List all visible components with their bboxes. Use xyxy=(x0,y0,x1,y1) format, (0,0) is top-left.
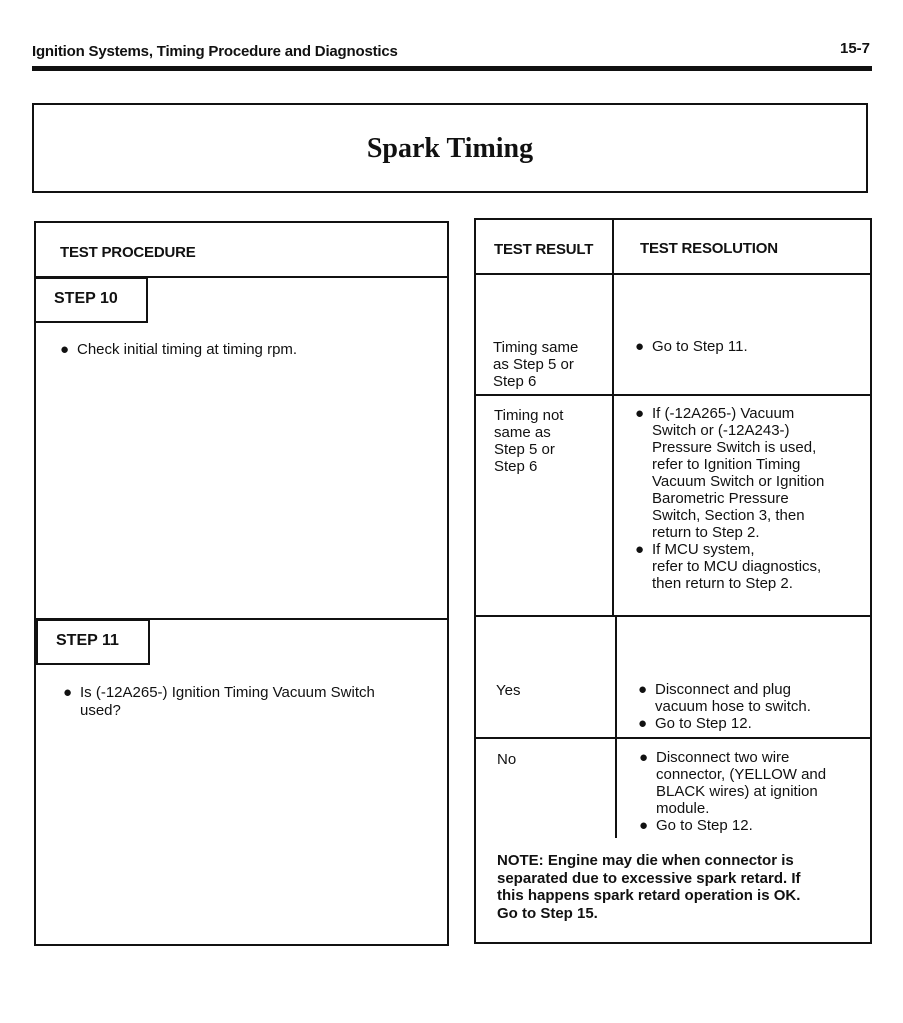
header-rule xyxy=(32,66,872,71)
divider xyxy=(476,737,872,739)
test-procedure-panel xyxy=(34,221,449,946)
bullet-icon: ● xyxy=(638,715,648,732)
step-10-procedure xyxy=(60,341,430,359)
bullet-icon: ● xyxy=(635,541,645,558)
bullet-icon: ● xyxy=(638,681,648,698)
procedure-text: Check initial timing at timing rpm. xyxy=(77,341,298,358)
test-resolution-header: TEST RESOLUTION xyxy=(640,240,778,257)
bullet-icon: ● xyxy=(639,749,649,766)
page-number: 15-7 xyxy=(840,40,871,57)
resolution-cell: ● Disconnect and plug vacuum hose to switch. ● Go to Step 12. xyxy=(638,681,811,732)
result-cell: Yes xyxy=(496,682,521,699)
test-procedure-header: TEST PROCEDURE xyxy=(60,244,196,261)
resolution-cell: ● Go to Step 11. xyxy=(635,338,748,355)
column-divider xyxy=(615,616,617,838)
bullet-icon: ● xyxy=(60,341,70,358)
bullet-icon: ● xyxy=(635,338,645,355)
page-title: Spark Timing xyxy=(366,133,534,164)
bullet-icon: ● xyxy=(63,684,73,701)
divider xyxy=(474,615,872,617)
test-result-header: TEST RESULT xyxy=(494,241,594,258)
warning-note: NOTE: Engine may die when connector is separated due to excessive spark retard. If this happens spark retard operation is OK. Go to Step 15. xyxy=(497,852,801,922)
resolution-cell: ● If (-12A265-) Vacuum Switch or (-12A243-) Pressure Switch is used, refer to Ignition Timing Vacuum Switch or Ignition Barometric Pressure Switch, Section 3, then return to Step 2. ● If MCU system, refer to MCU diagnostics, then return to Step 2. xyxy=(635,405,825,592)
step-10-label: STEP 10 xyxy=(34,277,148,323)
step-11-label: STEP 11 xyxy=(36,619,150,665)
result-cell: Timing same as Step 5 or Step 6 xyxy=(493,339,579,390)
section-title: Ignition Systems, Timing Procedure and Diagnostics xyxy=(32,43,398,60)
resolution-cell: ● Disconnect two wire connector, (YELLOW and BLACK wires) at ignition module. ● Go to Step 12. xyxy=(639,749,827,834)
bullet-icon: ● xyxy=(635,405,645,422)
bullet-icon: ● xyxy=(639,817,649,834)
step-11-procedure xyxy=(63,684,433,719)
divider xyxy=(474,394,872,396)
divider xyxy=(474,273,872,275)
procedure-text: Is (-12A265-) Ignition Timing Vacuum Switch xyxy=(80,684,375,701)
column-divider xyxy=(612,218,614,616)
result-cell: Timing not same as Step 5 or Step 6 xyxy=(494,407,564,475)
procedure-text: used? xyxy=(80,701,121,719)
result-cell: No xyxy=(497,751,517,768)
